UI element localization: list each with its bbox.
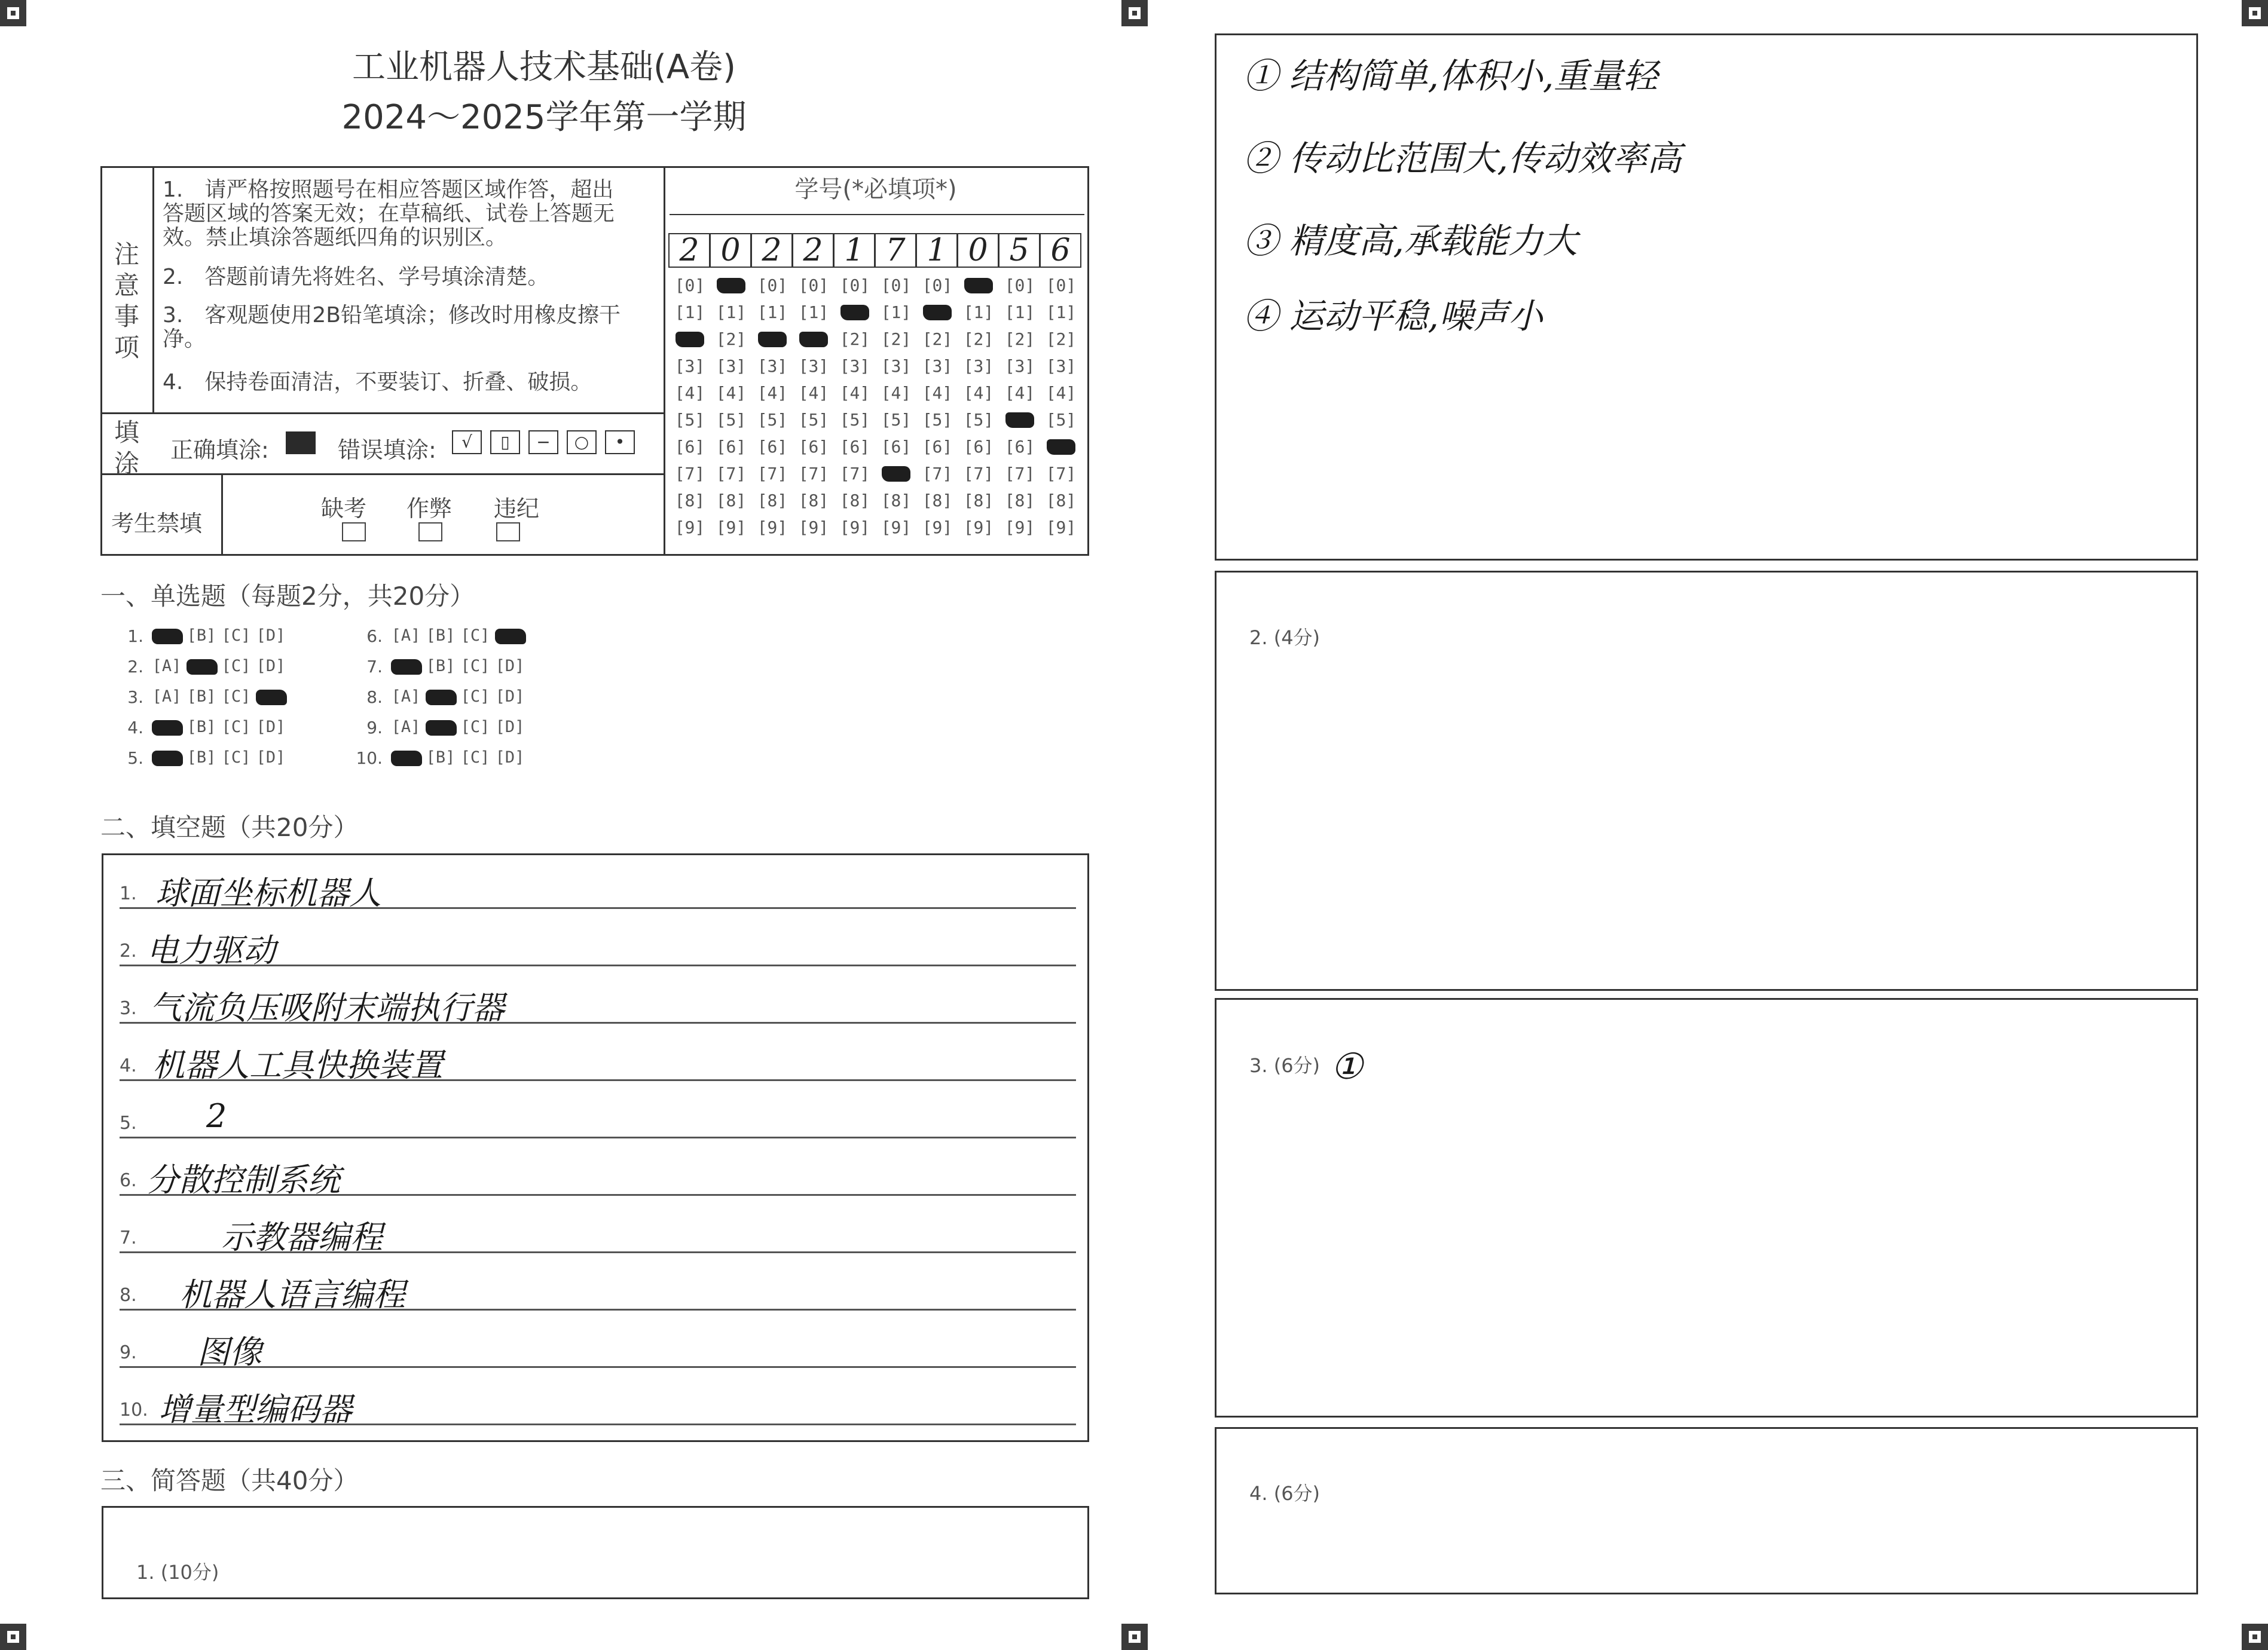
mc-option[interactable]: [A]: [391, 626, 421, 645]
student-id-bubble[interactable]: [6]: [757, 437, 788, 457]
section1-heading: 一、单选题（每题2分，共20分）: [100, 581, 475, 611]
student-id-bubble[interactable]: [3]: [922, 356, 953, 376]
student-id-bubble[interactable]: [6]: [922, 437, 953, 457]
mc-option[interactable]: [C]: [221, 748, 251, 767]
student-id-bubble[interactable]: [1]: [674, 302, 705, 322]
exam-title: 工业机器人技术基础(A卷): [351, 48, 736, 87]
student-id-bubble[interactable]: [6]: [881, 437, 912, 457]
student-id-bubble[interactable]: [0]: [757, 275, 788, 295]
student-id-bubble-filled[interactable]: [961, 277, 997, 295]
wrong-mark-5: •: [605, 430, 635, 454]
student-id-bubble[interactable]: [6]: [1004, 437, 1035, 457]
student-id-bubble[interactable]: [8]: [922, 491, 953, 510]
forbidden-cheat-label: 作弊: [406, 495, 453, 522]
mc-option[interactable]: [D]: [495, 657, 525, 675]
mc-option[interactable]: [B]: [187, 748, 216, 767]
fill-blank-answer[interactable]: 球面坐标机器人: [155, 874, 381, 912]
mc-option[interactable]: [C]: [460, 748, 490, 767]
forbidden-absent-label: 缺考: [321, 495, 367, 522]
mc-option[interactable]: [D]: [256, 748, 286, 767]
student-id-bubble[interactable]: [6]: [963, 437, 994, 457]
mc-option[interactable]: [B]: [187, 687, 216, 706]
mc-question-number: 8.: [366, 687, 383, 707]
student-id-bubble[interactable]: [7]: [716, 464, 747, 483]
mc-question-number: 3.: [127, 687, 143, 707]
student-id-bubble[interactable]: [0]: [674, 275, 705, 295]
mc-question-number: 6.: [366, 626, 383, 646]
mc-option[interactable]: [D]: [256, 657, 286, 675]
mc-option-filled[interactable]: [148, 626, 185, 645]
student-id-bubble[interactable]: [0]: [1004, 275, 1035, 295]
mc-option[interactable]: [C]: [460, 687, 490, 706]
student-id-bubble[interactable]: [6]: [674, 437, 705, 457]
mc-option[interactable]: [B]: [187, 626, 216, 645]
mc-question-number: 1.: [127, 626, 143, 646]
student-id-bubble[interactable]: [3]: [674, 356, 705, 376]
student-id-bubble[interactable]: [2]: [881, 329, 912, 349]
student-id-bubble[interactable]: [5]: [1046, 410, 1077, 430]
student-id-bubble[interactable]: [6]: [798, 437, 829, 457]
student-id-bubble[interactable]: [5]: [716, 410, 747, 430]
student-id-digit-4: 2: [792, 233, 834, 268]
fill-blank-answer[interactable]: 机器人工具快换装置: [152, 1046, 443, 1084]
student-id-bubble[interactable]: [9]: [757, 518, 788, 537]
mc-question-number: 7.: [366, 657, 383, 676]
mc-option-filled[interactable]: [387, 657, 424, 675]
student-id-bubble-filled[interactable]: [878, 465, 914, 483]
student-id-bubble-filled[interactable]: [1002, 411, 1038, 429]
student-id-bubble[interactable]: [4]: [963, 383, 994, 403]
student-id-bubble[interactable]: [1]: [1004, 302, 1035, 322]
q1-answer-line-2: ② 传动比范围大,传动效率高: [1243, 138, 1682, 179]
fill-blank-number: 6.: [120, 1170, 137, 1191]
fill-blank-answer[interactable]: 图像: [197, 1333, 262, 1371]
mc-option-filled[interactable]: [183, 657, 220, 675]
student-id-bubble[interactable]: [5]: [963, 410, 994, 430]
student-id-bubble[interactable]: [1]: [757, 302, 788, 322]
corner-marker-bottom-center: [1121, 1624, 1148, 1650]
mc-option[interactable]: [C]: [460, 657, 490, 675]
mc-option[interactable]: [D]: [495, 718, 525, 736]
q3-answer-start: ①: [1331, 1046, 1363, 1088]
section3-heading: 三、简答题（共40分）: [100, 1466, 359, 1495]
student-id-bubble[interactable]: [8]: [1004, 491, 1035, 510]
student-id-digit-8: 0: [957, 233, 999, 268]
student-id-bubble[interactable]: [4]: [716, 383, 747, 403]
forbidden-violation-label: 违纪: [494, 495, 540, 522]
fill-blank-number: 9.: [120, 1342, 137, 1363]
fill-blank-number: 3.: [120, 998, 137, 1019]
q1-answer-line-3: ③ 精度高,承载能力大: [1243, 221, 1578, 261]
corner-marker-top-right: [2242, 0, 2268, 26]
mc-option[interactable]: [B]: [426, 657, 456, 675]
student-id-bubble[interactable]: [2]: [963, 329, 994, 349]
mc-option[interactable]: [C]: [460, 718, 490, 736]
q1-answer-line-1: ① 结构简单,体积小,重量轻: [1243, 56, 1658, 96]
student-id-bubble[interactable]: [7]: [963, 464, 994, 483]
student-id-bubble-filled[interactable]: [754, 330, 790, 348]
student-id-bubble[interactable]: [8]: [716, 491, 747, 510]
info-table-divider: [664, 166, 665, 556]
mc-option[interactable]: [A]: [391, 687, 421, 706]
mc-option-filled[interactable]: [148, 748, 185, 767]
student-id-bubble[interactable]: [5]: [839, 410, 870, 430]
student-id-bubble[interactable]: [3]: [716, 356, 747, 376]
student-id-bubble[interactable]: [3]: [839, 356, 870, 376]
mc-option[interactable]: [B]: [426, 748, 456, 767]
wrong-mark-1: √: [452, 430, 482, 454]
student-id-bubble[interactable]: [5]: [922, 410, 953, 430]
student-id-bubble[interactable]: [0]: [798, 275, 829, 295]
student-id-bubble-filled[interactable]: [713, 277, 749, 295]
student-id-bubble[interactable]: [3]: [757, 356, 788, 376]
notice-item-1: 1. 请严格按照题号在相应答题区域作答，超出答题区域的答案无效；在草稿纸、试卷上答题无效。禁止填涂答题纸四角的识别区。: [163, 177, 615, 250]
student-id-bubble[interactable]: [2]: [839, 329, 870, 349]
mc-option[interactable]: [B]: [187, 718, 216, 736]
mc-option-filled[interactable]: [148, 718, 185, 736]
mc-option[interactable]: [A]: [152, 657, 182, 675]
fill-blank-number: 10.: [120, 1400, 148, 1421]
fill-blank-number: 7.: [120, 1227, 137, 1248]
student-id-bubble[interactable]: [4]: [839, 383, 870, 403]
mc-option-filled[interactable]: [422, 718, 459, 736]
short-answer-q2-label: 2. (4分): [1249, 626, 1321, 649]
short-answer-q1-box: [102, 1506, 1089, 1599]
notice-item-4: 4. 保持卷面清洁，不要装订、折叠、破损。: [163, 370, 592, 394]
student-id-bubble[interactable]: [1]: [1046, 302, 1077, 322]
mc-question-number: 10.: [356, 748, 383, 768]
forbidden-label: 考生禁填: [111, 510, 203, 537]
student-id-bubble[interactable]: [3]: [798, 356, 829, 376]
student-id-bubble-filled[interactable]: [672, 330, 708, 348]
mc-option[interactable]: [A]: [391, 718, 421, 736]
fill-blank-number: 8.: [120, 1285, 137, 1306]
student-id-bubble[interactable]: [8]: [674, 491, 705, 510]
student-id-bubble[interactable]: [3]: [881, 356, 912, 376]
student-id-bubble[interactable]: [4]: [674, 383, 705, 403]
corner-marker-bottom-left: [0, 1624, 26, 1650]
fill-blank-answer[interactable]: 分散控制系统: [146, 1161, 340, 1199]
student-id-bubble[interactable]: [4]: [798, 383, 829, 403]
sid-header-line: [670, 214, 1084, 215]
short-answer-q4-label: 4. (6分): [1249, 1482, 1321, 1505]
mc-option-filled[interactable]: [252, 687, 289, 706]
student-id-bubble[interactable]: [8]: [963, 491, 994, 510]
student-id-bubble[interactable]: [1]: [881, 302, 912, 322]
student-id-bubble[interactable]: [4]: [1004, 383, 1035, 403]
mc-option[interactable]: [D]: [495, 748, 525, 767]
student-id-bubble[interactable]: [5]: [674, 410, 705, 430]
mc-option-filled[interactable]: [422, 687, 459, 706]
exam-term: 2024～2025学年第一学期: [341, 98, 747, 137]
mc-option[interactable]: [A]: [152, 687, 182, 706]
student-id-bubble[interactable]: [5]: [798, 410, 829, 430]
fill-blank-number: 5.: [120, 1113, 137, 1134]
forbidden-label-divider: [221, 473, 223, 556]
student-id-bubble[interactable]: [2]: [1004, 329, 1035, 349]
student-id-bubble[interactable]: [7]: [1046, 464, 1077, 483]
fill-blank-answer[interactable]: 2: [206, 1097, 227, 1135]
student-id-bubble[interactable]: [9]: [881, 518, 912, 537]
fill-blank-number: 2.: [120, 941, 137, 962]
wrong-fill-label: 错误填涂:: [338, 437, 436, 463]
forbidden-violation-checkbox[interactable]: [496, 522, 520, 541]
student-id-bubble[interactable]: [9]: [839, 518, 870, 537]
short-answer-q3-label: 3. (6分): [1249, 1054, 1321, 1077]
student-id-bubble[interactable]: [2]: [1046, 329, 1077, 349]
student-id-bubble[interactable]: [7]: [1004, 464, 1035, 483]
fill-blank-answer[interactable]: 机器人语言编程: [179, 1276, 405, 1314]
student-id-bubble[interactable]: [5]: [881, 410, 912, 430]
student-id-bubble[interactable]: [8]: [839, 491, 870, 510]
student-id-bubble[interactable]: [2]: [716, 329, 747, 349]
corner-marker-bottom-right: [2242, 1624, 2268, 1650]
student-id-bubble[interactable]: [1]: [963, 302, 994, 322]
notice-bottom-line: [100, 412, 664, 414]
mc-option-filled[interactable]: [491, 626, 528, 645]
student-id-bubble-filled[interactable]: [919, 304, 955, 322]
student-id-bubble-filled[interactable]: [837, 304, 873, 322]
short-answer-q2-box: [1215, 571, 2198, 991]
student-id-bubble[interactable]: [9]: [674, 518, 705, 537]
student-id-digit-9: 5: [998, 233, 1040, 268]
student-id-bubble[interactable]: [8]: [1046, 491, 1077, 510]
student-id-bubble[interactable]: [9]: [798, 518, 829, 537]
student-id-bubble[interactable]: [1]: [798, 302, 829, 322]
student-id-bubble[interactable]: [9]: [963, 518, 994, 537]
notice-label: 注意事项: [114, 240, 139, 362]
mc-option-filled[interactable]: [387, 748, 424, 767]
student-id-bubble[interactable]: [8]: [881, 491, 912, 510]
mc-question-number: 4.: [127, 718, 143, 737]
section2-heading: 二、填空题（共20分）: [100, 813, 359, 842]
corner-marker-top-center: [1121, 0, 1148, 26]
student-id-bubble[interactable]: [7]: [839, 464, 870, 483]
student-id-bubble[interactable]: [7]: [674, 464, 705, 483]
mc-option[interactable]: [C]: [221, 657, 251, 675]
mc-question-number: 2.: [127, 657, 143, 676]
student-id-bubble[interactable]: [9]: [1046, 518, 1077, 537]
student-id-bubble[interactable]: [9]: [1004, 518, 1035, 537]
mc-option[interactable]: [C]: [221, 687, 251, 706]
student-id-bubble[interactable]: [1]: [716, 302, 747, 322]
mc-question-number: 5.: [127, 748, 143, 768]
student-id-bubble[interactable]: [4]: [1046, 383, 1077, 403]
student-id-bubble[interactable]: [3]: [1046, 356, 1077, 376]
fill-blank-answer[interactable]: 示教器编程: [221, 1219, 383, 1256]
fill-blank-answer[interactable]: 增量型编码器: [158, 1391, 352, 1428]
student-id-bubble[interactable]: [0]: [881, 275, 912, 295]
student-id-bubble[interactable]: [0]: [1046, 275, 1077, 295]
wrong-fill-samples: [452, 430, 635, 454]
student-id-bubble[interactable]: [6]: [839, 437, 870, 457]
mc-option[interactable]: [D]: [256, 718, 286, 736]
notice-item-2: 2. 答题前请先将姓名、学号填涂清楚。: [163, 265, 549, 289]
mc-option[interactable]: [C]: [460, 626, 490, 645]
mc-option[interactable]: [C]: [221, 718, 251, 736]
student-id-digit-6: 7: [875, 233, 916, 268]
wrong-mark-2: ▯: [490, 430, 520, 454]
mc-option[interactable]: [D]: [495, 687, 525, 706]
forbidden-cheat-checkbox[interactable]: [418, 522, 442, 541]
student-id-digit-7: 1: [916, 233, 958, 268]
student-id-bubble[interactable]: [4]: [757, 383, 788, 403]
fill-guide-label: 填涂: [114, 418, 139, 478]
student-id-bubble-filled[interactable]: [1043, 438, 1079, 456]
short-answer-q1-label: 1. (10分): [136, 1561, 219, 1584]
fill-blank-answer[interactable]: 气流负压吸附末端执行器: [149, 989, 505, 1027]
notice-label-divider: [152, 166, 154, 414]
corner-marker-top-left: [0, 0, 26, 26]
fill-blank-number: 1.: [120, 883, 137, 904]
student-id-bubble[interactable]: [3]: [963, 356, 994, 376]
correct-fill-sample: [286, 431, 316, 454]
mc-option[interactable]: [B]: [426, 626, 456, 645]
student-id-bubble[interactable]: [7]: [757, 464, 788, 483]
fill-blank-line: [120, 1137, 1076, 1138]
short-answer-q4-box: [1215, 1427, 2198, 1594]
student-id-digit-1: 2: [668, 233, 710, 268]
student-id-digit-2: 0: [710, 233, 751, 268]
student-id-bubble[interactable]: [7]: [922, 464, 953, 483]
student-id-bubble[interactable]: [8]: [798, 491, 829, 510]
student-id-digit-10: 6: [1040, 233, 1081, 268]
student-id-digit-3: 2: [751, 233, 793, 268]
wrong-mark-4: ○: [567, 430, 597, 454]
mc-option[interactable]: [C]: [221, 626, 251, 645]
student-id-bubble[interactable]: [5]: [757, 410, 788, 430]
student-id-bubble[interactable]: [8]: [757, 491, 788, 510]
forbidden-absent-checkbox[interactable]: [342, 522, 366, 541]
q1-answer-line-4: ④ 运动平稳,噪声小: [1243, 296, 1543, 336]
notice-item-3: 3. 客观题使用2B铅笔填涂；修改时用橡皮擦干净。: [163, 303, 621, 351]
mc-option[interactable]: [D]: [256, 626, 286, 645]
fill-guide-bottom-line: [100, 473, 664, 475]
student-id-digit-5: 1: [833, 233, 875, 268]
student-id-bubble-filled[interactable]: [796, 330, 832, 348]
student-id-bubble[interactable]: [0]: [839, 275, 870, 295]
fill-blank-line: [120, 1366, 1076, 1368]
student-id-bubble[interactable]: [2]: [922, 329, 953, 349]
fill-blank-number: 4.: [120, 1055, 137, 1076]
student-id-bubble[interactable]: [6]: [716, 437, 747, 457]
student-id-bubble[interactable]: [9]: [922, 518, 953, 537]
student-id-bubble[interactable]: [4]: [881, 383, 912, 403]
wrong-mark-3: −: [528, 430, 558, 454]
mc-question-number: 9.: [366, 718, 383, 737]
correct-fill-label: 正确填涂:: [170, 437, 269, 463]
student-id-bubble[interactable]: [3]: [1004, 356, 1035, 376]
student-id-bubble[interactable]: [9]: [716, 518, 747, 537]
student-id-bubble[interactable]: [4]: [922, 383, 953, 403]
fill-blank-answer[interactable]: 电力驱动: [146, 932, 276, 969]
student-id-bubble[interactable]: [7]: [798, 464, 829, 483]
student-id-bubble[interactable]: [0]: [922, 275, 953, 295]
student-id-header: 学号(*必填项*): [794, 176, 957, 203]
